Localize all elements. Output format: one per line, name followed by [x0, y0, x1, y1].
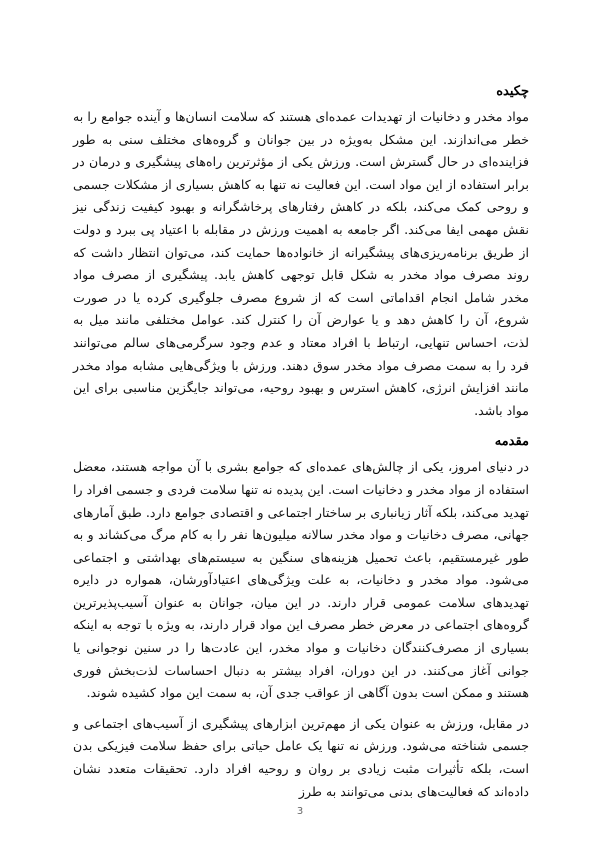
introduction-section [73, 432, 529, 803]
page-content [73, 70, 529, 811]
introduction-heading: مقدمه [494, 434, 529, 450]
abstract-heading: چکیده [496, 84, 529, 99]
abstract-section [73, 82, 529, 422]
page-number: 3 [296, 806, 304, 817]
abstract-paragraph: مواد مخدر و دخانیات از تهدیدات عمده‌ای هستند که سلامت انسان‌ها و آینده جوامع را به خطر می‌اندازند. این مشکل به‌ویژه در بین جوانان و گروه‌های مختلف سنی به طور فزاینده‌ای در حال گسترش است. ورزش یکی از مؤثرترین راه‌های پیشگیری و درمان در برابر استفاده از این مواد است. این فعالیت نه تنها به کاهش بسیاری از مشکلات جسمی و روحی کمک می‌کند، بلکه در کاهش رفتارهای پرخاشگرانه و بهبود کیفیت زندگی نیز نقش مهمی ایفا می‌کند. اگر جامعه به اهمیت ورزش در مقابله با اعتیاد پی ببرد و دولت از طریق برنامه‌ریزی‌های پیشگیرانه از خانواده‌ها حمایت کند، می‌توان انتظار داشت که روند مصرف مواد مخدر به شکل قابل توجهی کاهش یابد. پیشگیری از مصرف مواد مخدر شامل انجام اقداماتی است که از شروع مصرف جلوگیری کرده یا در صورت شروع، آن را کاهش دهد و یا عوارض آن را کنترل کند. عوامل مختلفی مانند میل به لذت، احساس تنهایی، ارتباط با افراد معتاد و عدم وجود سرگرمی‌های سالم می‌توانند فرد را به سمت مصرف مواد مخدر سوق دهند. ورزش با ویژگی‌هایی مشابه مواد مخدر مانند افزایش انرژی، کاهش استرس و بهبود روحیه، می‌تواند جایگزین مناسبی برای این مواد باشد. [73, 109, 529, 418]
introduction-paragraph-1: در دنیای امروز، یکی از چالش‌های عمده‌ای که جوامع بشری با آن مواجه هستند، معضل استفاده از مواد مخدر و دخانیات است. این پدیده نه تنها سلامت فردی و جسمی افراد را تهدید می‌کند، بلکه آثار زیانباری بر ساختار اجتماعی و اقتصادی جوامع دارد. طبق آمارهای جهانی، مصرف دخانیات و مواد مخدر سالانه میلیون‌ها نفر را به کام مرگ می‌کشاند و به طور غیرمستقیم، باعث تحمیل هزینه‌های سنگین به سیستم‌های بهداشتی و اجتماعی می‌شود. مواد مخدر و دخانیات، به علت ویژگی‌های اعتیادآورشان، همواره در دایره تهدیدهای سلامت عمومی قرار دارند. در این میان، جوانان به عنوان آسیب‌پذیرترین گروه‌های اجتماعی در معرض خطر مصرف این مواد قرار دارند، به ویژه با توجه به اینکه بسیاری از مصرف‌کنندگان دخانیات و مواد مخدر، این عادت‌ها را در سنین نوجوانی یا جوانی آغاز می‌کنند. در این دوران، افراد بیشتر به دنبال احساسات لذت‌بخش فوری هستند و ممکن است بدون آگاهی از عواقب جدی آن، به سمت این مواد کشیده شوند. [73, 459, 529, 701]
introduction-paragraph-2: در مقابل، ورزش به عنوان یکی از مهم‌ترین ابزارهای پیشگیری از آسیب‌های اجتماعی و جسمی شناخته می‌شود. ورزش نه تنها یک عامل حیاتی برای حفظ سلامت فیزیکی بدن است، بلکه تأثیرات مثبت زیادی بر روان و روحیه افراد دارد. تحقیقات متعدد نشان داده‌اند که فعالیت‌های بدنی می‌توانند به طرز [73, 715, 529, 799]
